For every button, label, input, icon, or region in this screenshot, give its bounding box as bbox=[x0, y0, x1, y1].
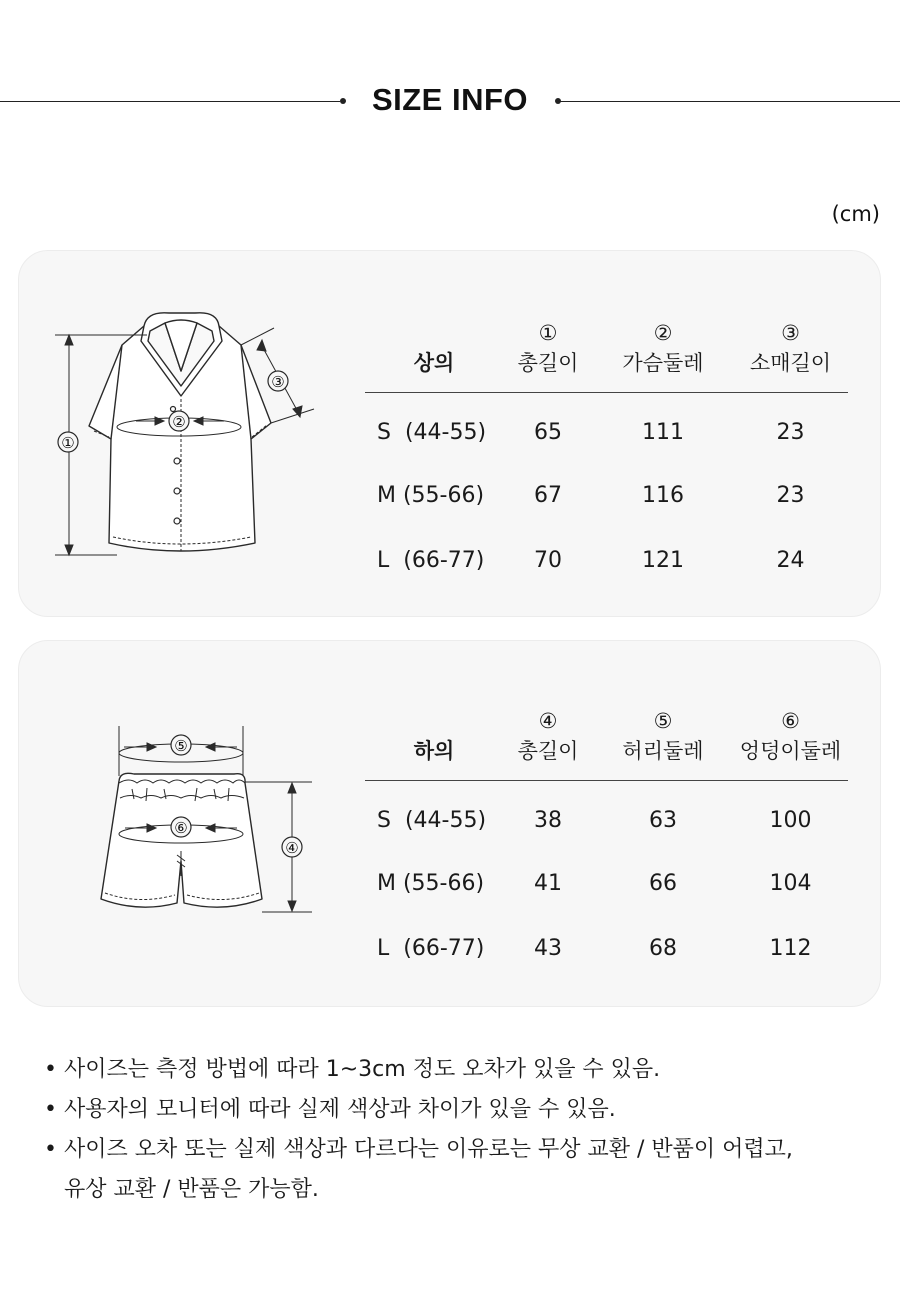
size-label: S (44-55) bbox=[377, 807, 487, 833]
table-row bbox=[365, 463, 848, 528]
bullet: • bbox=[44, 1057, 57, 1082]
size-label: S (44-55) bbox=[377, 419, 487, 445]
bullet: • bbox=[44, 1137, 57, 1162]
column-header: ④ 총길이 bbox=[503, 684, 593, 781]
note-text: 사용자의 모니터에 따라 실제 색상과 차이가 있을 수 있음. bbox=[64, 1097, 616, 1122]
size-label: L (66-77) bbox=[377, 548, 485, 573]
table-header-row bbox=[365, 684, 848, 781]
marker-sleeve: ③ bbox=[271, 373, 285, 391]
list-item bbox=[44, 1130, 793, 1170]
column-header: ② 가슴둘레 bbox=[593, 296, 733, 393]
table-cell: 67 bbox=[534, 483, 562, 508]
table-header-row bbox=[365, 296, 848, 393]
table-row bbox=[365, 393, 848, 464]
category-header: 상의 bbox=[365, 296, 503, 393]
notes-list bbox=[44, 1050, 793, 1210]
column-header: ③ 소매길이 bbox=[733, 296, 848, 393]
page-title: SIZE INFO bbox=[371, 82, 529, 117]
table-cell: 43 bbox=[534, 936, 562, 961]
table-cell: 65 bbox=[534, 419, 562, 445]
size-label: L (66-77) bbox=[377, 936, 485, 961]
top-size-panel bbox=[18, 250, 881, 617]
table-row bbox=[365, 528, 848, 593]
marker-length: ① bbox=[61, 434, 75, 452]
marker-hip: ⑥ bbox=[174, 819, 188, 837]
title-divider-right bbox=[560, 101, 900, 102]
table-cell: 68 bbox=[649, 936, 677, 961]
table-cell: 38 bbox=[534, 807, 562, 833]
size-label: M (55-66) bbox=[377, 871, 485, 896]
table-cell: 104 bbox=[769, 871, 812, 896]
note-text: 사이즈 오차 또는 실제 색상과 다르다는 이유로는 무상 교환 / 반품이 어렵고, bbox=[64, 1137, 793, 1162]
table-cell: 70 bbox=[534, 548, 562, 573]
marker-waist: ⑤ bbox=[174, 737, 188, 755]
note-continuation: 유상 교환 / 반품은 가능함. bbox=[64, 1177, 319, 1202]
unit-label: (cm) bbox=[831, 202, 880, 226]
table-cell: 100 bbox=[769, 807, 812, 833]
table-cell: 116 bbox=[642, 483, 684, 508]
marker-chest: ② bbox=[172, 413, 186, 431]
column-header: ① 총길이 bbox=[503, 296, 593, 393]
bottom-size-panel bbox=[18, 640, 881, 1007]
table-cell: 23 bbox=[776, 419, 805, 445]
table-row bbox=[365, 916, 848, 981]
table-cell: 23 bbox=[776, 483, 805, 508]
title-row bbox=[0, 82, 900, 122]
table-cell: 121 bbox=[642, 548, 684, 573]
shorts-diagram bbox=[19, 641, 359, 1006]
bullet: • bbox=[44, 1097, 57, 1122]
top-size-table bbox=[365, 296, 848, 593]
bottom-size-table bbox=[365, 684, 848, 981]
list-item bbox=[44, 1090, 793, 1130]
column-header: ⑥ 엉덩이둘레 bbox=[733, 684, 848, 781]
note-text: 사이즈는 측정 방법에 따라 1~3cm 정도 오차가 있을 수 있음. bbox=[64, 1057, 661, 1082]
list-item bbox=[44, 1050, 793, 1090]
column-header: ⑤ 허리둘레 bbox=[593, 684, 733, 781]
shirt-diagram bbox=[19, 251, 359, 616]
table-cell: 24 bbox=[776, 548, 805, 573]
table-row bbox=[365, 851, 848, 916]
size-label: M (55-66) bbox=[377, 483, 485, 508]
table-cell: 63 bbox=[649, 807, 677, 833]
marker-length: ④ bbox=[285, 839, 299, 857]
table-cell: 112 bbox=[769, 936, 812, 961]
table-cell: 66 bbox=[649, 871, 677, 896]
table-row bbox=[365, 781, 848, 852]
table-cell: 41 bbox=[534, 871, 562, 896]
table-cell: 111 bbox=[642, 419, 684, 445]
category-header: 하의 bbox=[365, 684, 503, 781]
